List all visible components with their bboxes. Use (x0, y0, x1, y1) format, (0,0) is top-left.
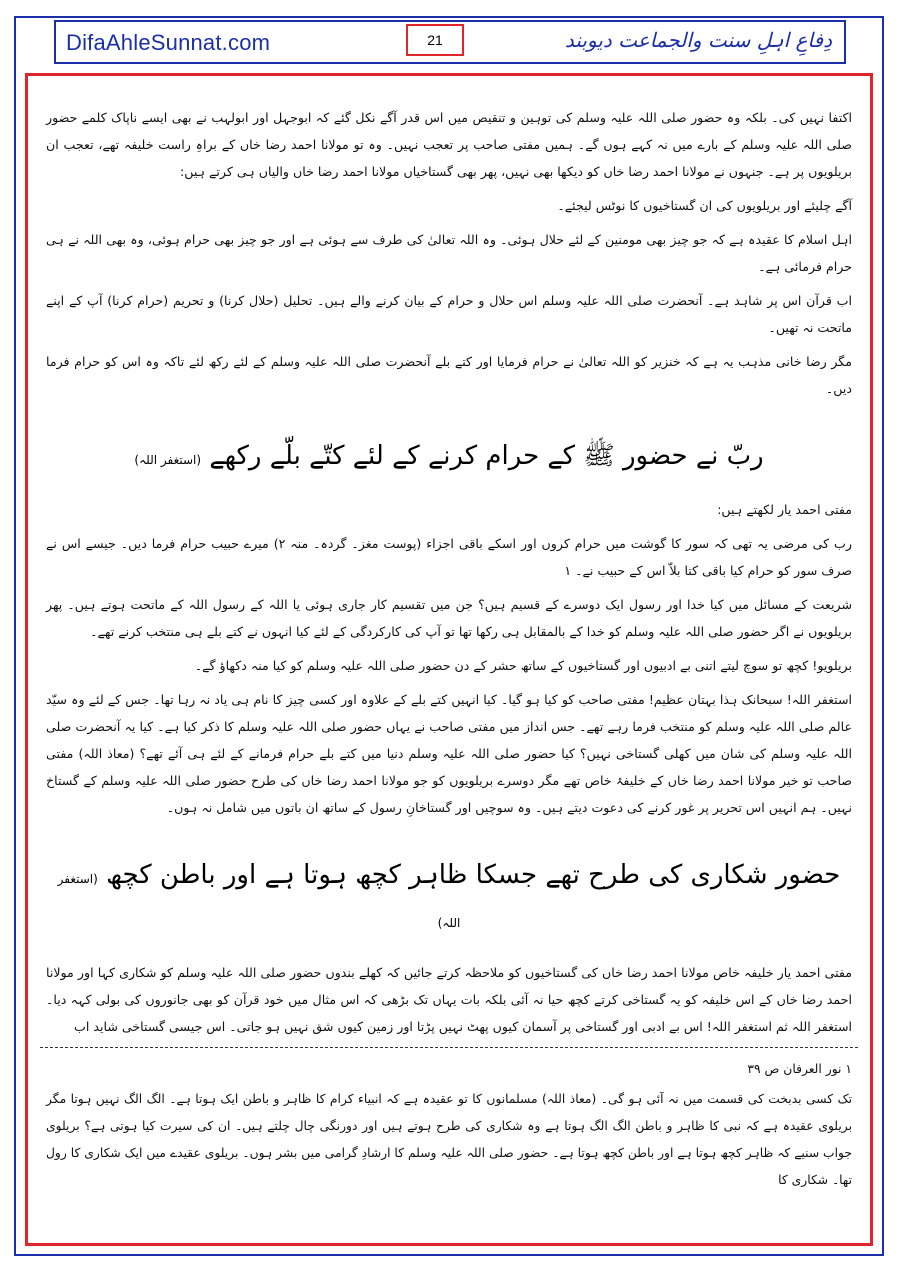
section-heading-text: حضور شکاری کی طرح تھے جسکا ظاہر کچھ ہوتا ہے اور باطن کچھ (106, 860, 841, 890)
quote-paragraph: رب کی مرضی یہ تھی کہ سور کا گوشت میں حرام کروں اور اسکے باقی اجزاء (پوست مغز۔ گردہ۔ منہ ۲) میرے حبیب حرام فرما دیں۔ جیسے اس نے صرف سور کو حرام کیا باقی کتا بلاّ اس کے حبیب نے۔ ۱ (46, 536, 852, 578)
section-heading-aside: (استغفر اللہ) (134, 453, 202, 467)
paragraph: اکتفا نہیں کی۔ بلکہ وہ حضور صلی اللہ علیہ وسلم کی توہین و تنقیص میں اس قدر آگے نکل گئے کہ ابوجہل اور ابولہب نے بھی ایسے ناپاک کلمے حضور صلی اللہ علیہ وسلم کے بارے میں نہ کہے ہوں گے۔ ہمیں مفتی صاحب پر تعجب نہیں۔ وہ تو مولانا احمد رضا خاں کے براہِ راست خلیفہ تھے، تعجب ان بریلویوں پر ہے۔ جنہوں نے مولانا احمد رضا خاں کو دیکھا بھی نہیں، پھر بھی گستاخیاں مولانا احمد رضا خاں والیاں ہی کرتے ہیں: (46, 110, 852, 179)
paragraph: اب قرآن اس پر شاہد ہے۔ آنحضرت صلی اللہ علیہ وسلم اس حلال و حرام کے بیان کرنے والے ہیں۔ تحلیل (حلال کرنا) و تحریم (حرام کرنا) آپ کے اپنے ماتحت نہ تھیں۔ (46, 293, 852, 335)
footnote-reference: ۱ نور العرفان ص ۳۹ (747, 1062, 852, 1076)
section-heading-text: ربّ نے حضور ﷺ کے حرام کرنے کے لئے کتّے بلّے رکھے (209, 441, 764, 471)
section-heading (46, 436, 852, 480)
page-content (25, 73, 873, 1246)
paragraph: شریعت کے مسائل میں کیا خدا اور رسول ایک دوسرے کے قسیم ہیں؟ جن میں تقسیم کار جاری ہوئی یا اللہ کے رسول اللہ کے ماتحت ہوتے ہیں۔ پھر بریلویوں نے اگر حضور صلی اللہ علیہ وسلم کو خدا کے بالمقابل ہی رکھا تھا تو آپ کی کارکردگی کے لئے کیا انہوں نے کتے بلے ہی منتخب کرنے تھے۔ (46, 597, 852, 639)
footnote-separator (40, 1047, 858, 1048)
paragraph: مگر رضا خانی مذہب یہ ہے کہ خنزیر کو اللہ تعالیٰ نے حرام فرمایا اور کتے بلے آنحضرت صلی اللہ علیہ وسلم کے لئے رکھ لئے تاکہ وہ اس کو حرام فرما دیں۔ (46, 354, 852, 396)
paragraph: استغفر اللہ! سبحانک ہذا بہتان عظیم! مفتی صاحب کو کیا ہو گیا۔ کیا انہیں کتے بلے کے علاوہ اور کسی چیز کا نام ہی یاد نہ رہا تھا۔ جس کے لئے وہ سیّد عالم صلی اللہ علیہ وسلم کو منتخب فرما رہے تھے۔ جس انداز میں مفتی صاحب نے یہاں حضور صلی اللہ علیہ وسلم کا ذکر کیا ہے۔ کیا یہ آنحضرت صلی اللہ علیہ وسلم کی شان میں کھلی گستاخی نہیں؟ کیا حضور صلی اللہ علیہ وسلم دنیا میں کتے بلے حرام فرمانے کے لئے ہی آئے تھے؟ (معاذ اللہ) مفتی صاحب تو خیر مولانا احمد رضا خاں کے خلیفۂ خاص تھے مگر دوسرے بریلویوں کو جو مولانا احمد رضا خاں کی طرح حضور صلی اللہ علیہ وسلم کے گستاخ نہیں۔ ہم انہیں اس تحریر پر غور کرنے کی دعوت دیتے ہیں۔ وہ سوچیں اور گستاخانِ رسول کے ساتھ ان باتوں میں شامل نہ ہوں۔ (46, 692, 852, 815)
paragraph: بریلویو! کچھ تو سوچ لیتے اتنی بے ادبیوں اور گستاخیوں کے ساتھ حشر کے دن حضور صلی اللہ علیہ وسلم کو کیا منہ دکھاؤ گے۔ (194, 658, 852, 673)
paragraph: اہل اسلام کا عقیدہ ہے کہ جو چیز بھی مومنین کے لئے حلال ہوئی۔ وہ اللہ تعالیٰ کی طرف سے ہوئی ہے اور جو چیز بھی حرام ہوئی، وہ بھی اللہ نے ہی حرام فرمائی ہے۔ (46, 232, 852, 274)
page-number: 21 (406, 24, 464, 56)
page-header (54, 20, 846, 64)
site-url[interactable]: DifaAhleSunnat.com (66, 30, 271, 55)
paragraph: مفتی احمد یار لکھتے ہیں: (717, 502, 852, 517)
paragraph: مفتی احمد یار خلیفہ خاص مولانا احمد رضا خاں کی گستاخیوں کو ملاحظہ کرتے جائیں کہ کھلے بندوں حضور صلی اللہ علیہ وسلم کو شکاری کہا اور مولانا احمد رضا خاں کے اس خلیفہ کو یہ گستاخی کرتے کچھ حیا نہ آئی بلکہ بات یہاں تک بڑھی کہ اس مثال میں خود قرآن کو بھی جانوروں کی بولی کہہ دیا۔ استغفر اللہ ثم استغفر اللہ! اس بے ادبی اور گستاخی پر آسمان کیوں پھٹ نہیں پڑتا اور زمین کیوں شق نہیں ہو جاتی۔ اس جیسی گستاخی شاید اب (46, 965, 852, 1034)
book-title: دِفاعِ اہلِ سنت والجماعت دیوبند (564, 28, 832, 52)
paragraph: آگے چلیئے اور بریلویوں کی ان گستاخیوں کا نوٹس لیجئے۔ (557, 198, 852, 213)
section-heading-aside: (استغفر اللہ) (57, 872, 461, 930)
footnote-text: تک کسی بدبخت کی قسمت میں نہ آئی ہو گی۔ (معاذ اللہ) مسلمانوں کا تو عقیدہ ہے کہ انبیاء کرام کا ظاہر و باطن ایک ہوتا ہے۔ الگ الگ نہیں ہوتا مگر بریلوی عقیدہ ہے کہ نبی کا ظاہر و باطن الگ الگ ہوتا ہے وہ شکاری کی طرح ہوتے ہیں اور دورنگی چال چلتے ہیں۔ ان کی سیرت کیا ہوتی ہے؟ بریلوی جواب سنیے کہ ظاہر کچھ ہوتا ہے اور باطن کچھ ہوتا ہے۔ حضور صلی اللہ علیہ وسلم کا ارشادِ گرامی میں بشر ہوں۔ بریلوی عقیدے میں ایک شکاری کا رول تھا۔ شکاری کا (46, 1092, 852, 1187)
section-heading (46, 855, 852, 943)
